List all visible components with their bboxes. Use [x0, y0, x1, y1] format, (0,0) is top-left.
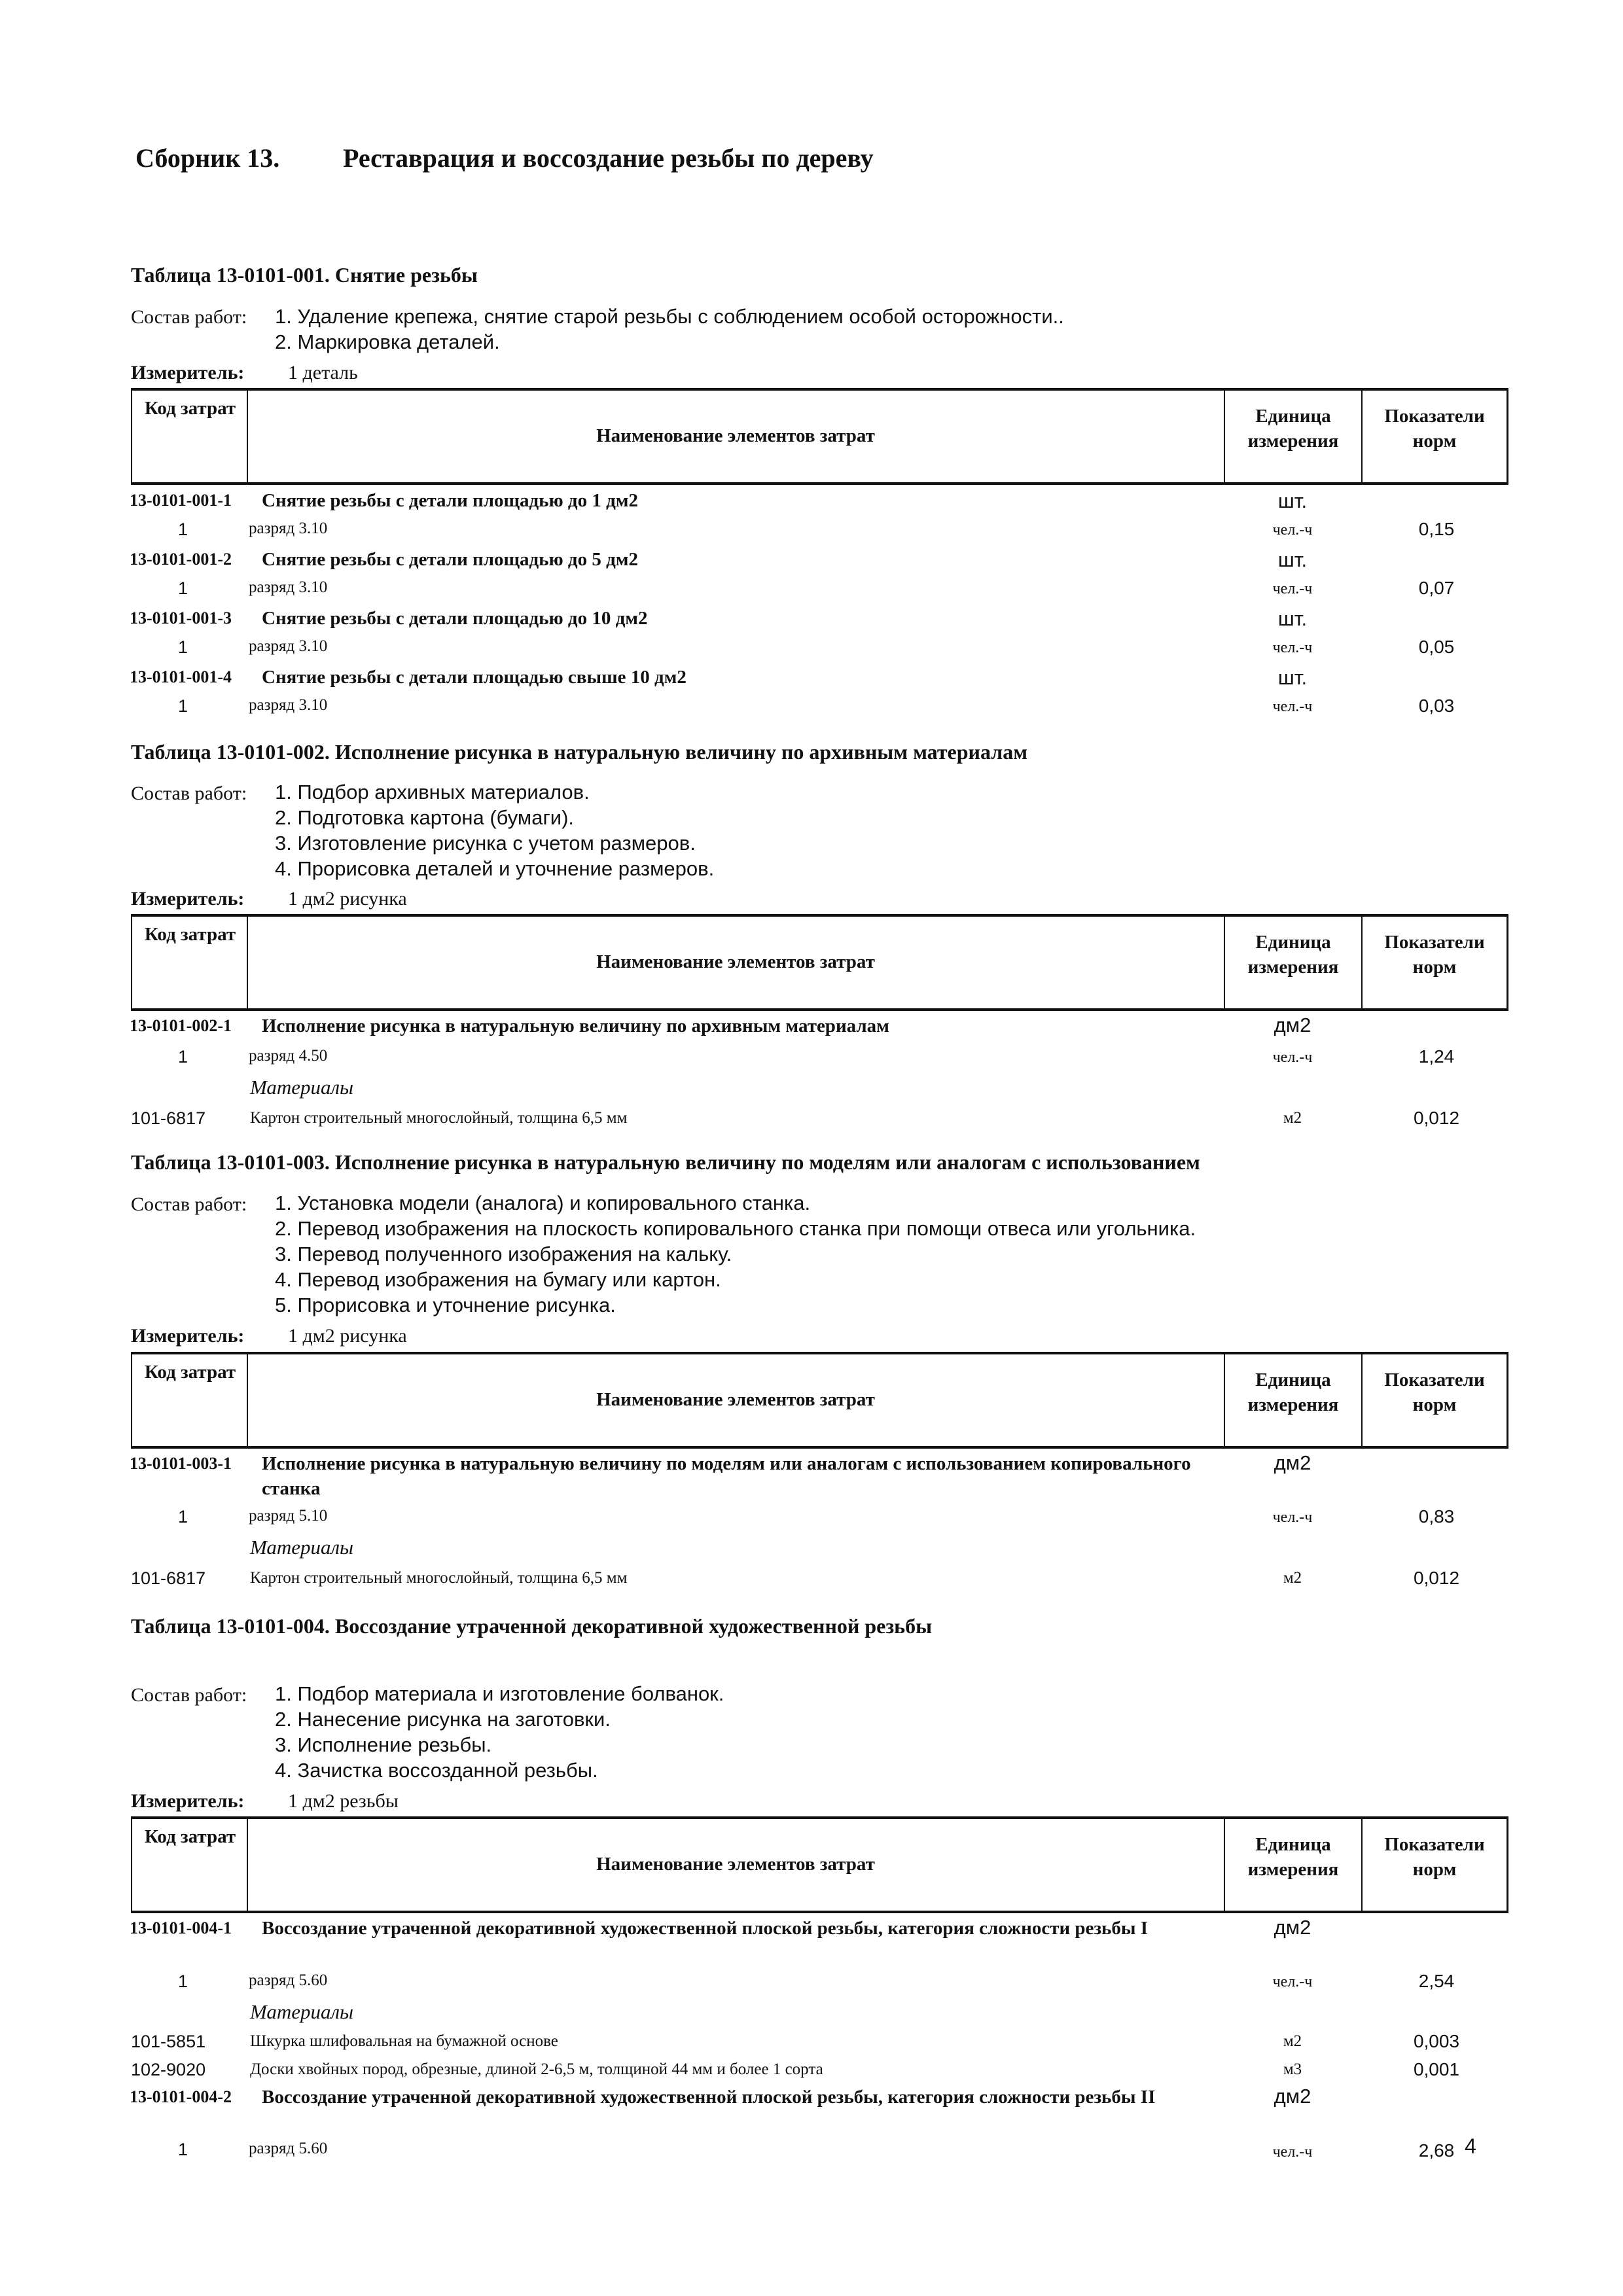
item-unit: шт.	[1277, 607, 1308, 630]
col-code-header: Код затрат	[144, 1826, 236, 1847]
item-code: 13-0101-001-2	[130, 550, 232, 569]
col-code-header: Код затрат	[144, 924, 236, 945]
col-norm-header: Показатели норм	[1384, 1369, 1485, 1415]
col-name-header: Наименование элементов затрат	[596, 1389, 875, 1410]
collection-title: Реставрация и воссоздание резьбы по дереву	[343, 143, 874, 173]
material-code: 101-6817	[131, 1108, 206, 1128]
work-item: 1. Установка модели (аналога) и копировального станка.	[275, 1192, 811, 1214]
labor-rank: разряд 3.10	[249, 696, 328, 714]
labor-unit: чел.-ч	[1272, 1049, 1313, 1066]
table-title: Таблица 13-0101-001. Снятие резьбы	[131, 263, 478, 287]
norm-value: 0,05	[1418, 637, 1455, 657]
work-item: 1. Подбор архивных материалов.	[275, 781, 590, 804]
material-name: Картон строительный многослойный, толщина 6,5 мм	[250, 1109, 628, 1127]
measure-label: Измеритель:	[131, 888, 245, 910]
work-item: 1. Подбор материала и изготовление болванок.	[275, 1682, 724, 1705]
resource-number: 1	[178, 696, 188, 716]
measure-label: Измеритель:	[131, 1790, 245, 1812]
col-norm-header: Показатели норм	[1384, 406, 1485, 451]
material-unit: м3	[1283, 2060, 1302, 2078]
work-item: 1. Удаление крепежа, снятие старой резьбы с соблюдением особой осторожности..	[275, 305, 1064, 328]
measure-value: 1 дм2 рисунка	[288, 888, 407, 910]
item-code: 13-0101-002-1	[130, 1016, 232, 1035]
col-name-header: Наименование элементов затрат	[596, 951, 875, 972]
table-title: Таблица 13-0101-004. Воссоздание утраченной декоративной художественной резьбы	[131, 1614, 933, 1638]
composition-label: Состав работ:	[131, 306, 247, 328]
resource-number: 1	[178, 1507, 188, 1527]
item-title: Снятие резьбы с детали площадью до 1 дм2	[262, 490, 639, 511]
labor-unit: чел.-ч	[1272, 1509, 1313, 1526]
item-unit: шт.	[1277, 666, 1308, 689]
item-title: Снятие резьбы с детали площадью до 5 дм2	[262, 549, 639, 570]
work-item: 2. Подготовка картона (бумаги).	[275, 806, 575, 829]
material-code: 102-9020	[131, 2060, 206, 2079]
materials-heading: Материалы	[250, 2000, 354, 2023]
labor-unit: чел.-ч	[1272, 580, 1313, 597]
resource-number: 1	[178, 2140, 188, 2159]
norm-value: 0,012	[1413, 1568, 1460, 1588]
col-code-header: Код затрат	[144, 1362, 236, 1383]
col-norm-header: Показатели норм	[1384, 932, 1485, 978]
measure-label: Измеритель:	[131, 1325, 245, 1347]
norm-value: 0,001	[1413, 2059, 1460, 2079]
composition-label: Состав работ:	[131, 1193, 247, 1215]
work-item: 2. Маркировка деталей.	[275, 330, 500, 353]
col-unit-header: Единица измерения	[1247, 1369, 1339, 1415]
item-title: Воссоздание утраченной декоративной художественной плоской резьбы, категория сложности резьбы II	[262, 2087, 1156, 2108]
table-title: Таблица 13-0101-003. Исполнение рисунка в натуральную величину по моделям или аналогам с использованием	[131, 1150, 1200, 1174]
labor-unit: чел.-ч	[1272, 1973, 1313, 1990]
material-code: 101-6817	[131, 1568, 206, 1588]
item-code: 13-0101-003-1	[130, 1454, 232, 1473]
col-name-header: Наименование элементов затрат	[596, 425, 875, 446]
work-item: 3. Изготовление рисунка с учетом размеров.	[275, 832, 696, 855]
resource-number: 1	[178, 1971, 188, 1991]
table-header	[131, 388, 1508, 485]
materials-heading: Материалы	[250, 1076, 354, 1099]
norm-value: 0,003	[1413, 2031, 1460, 2051]
composition-label: Состав работ:	[131, 783, 247, 804]
labor-rank: разряд 5.10	[249, 1507, 328, 1525]
item-title: Исполнение рисунка в натуральную величину по моделям или аналогам с использованием копировального станка	[262, 1453, 1191, 1499]
work-item: 5. Прорисовка и уточнение рисунка.	[275, 1294, 616, 1316]
col-name-header: Наименование элементов затрат	[596, 1854, 875, 1875]
labor-unit: чел.-ч	[1272, 2144, 1313, 2161]
material-unit: м2	[1283, 2032, 1302, 2050]
composition-label: Состав работ:	[131, 1684, 247, 1706]
table-header	[131, 914, 1508, 1011]
norm-value: 0,03	[1418, 696, 1455, 716]
resource-number: 1	[178, 520, 188, 539]
resource-number: 1	[178, 578, 188, 598]
work-item: 4. Зачистка воссозданной резьбы.	[275, 1759, 598, 1782]
norm-value: 0,83	[1418, 1506, 1455, 1527]
item-title: Исполнение рисунка в натуральную величину по архивным материалам	[262, 1016, 889, 1036]
norm-value: 0,012	[1413, 1108, 1460, 1128]
table-header	[131, 1352, 1508, 1449]
col-unit-header: Единица измерения	[1247, 406, 1339, 451]
work-item: 3. Исполнение резьбы.	[275, 1733, 492, 1756]
norm-value: 1,24	[1418, 1046, 1455, 1067]
labor-rank: разряд 3.10	[249, 520, 328, 537]
work-item: 2. Перевод изображения на плоскость копировального станка при помощи отвеса или угольника.	[275, 1217, 1196, 1240]
material-unit: м2	[1283, 1109, 1302, 1127]
item-code: 13-0101-004-2	[130, 2087, 232, 2106]
resource-number: 1	[178, 637, 188, 657]
labor-rank: разряд 5.60	[249, 2140, 328, 2157]
item-title: Снятие резьбы с детали площадью до 10 дм2	[262, 608, 648, 629]
item-code: 13-0101-001-4	[130, 667, 232, 686]
material-name: Шкурка шлифовальная на бумажной основе	[250, 2032, 558, 2050]
item-title: Снятие резьбы с детали площадью свыше 10 дм2	[262, 667, 687, 688]
norm-value: 0,07	[1418, 578, 1455, 598]
item-unit: дм2	[1274, 2085, 1311, 2108]
item-unit: дм2	[1274, 1451, 1311, 1474]
material-unit: м2	[1283, 1569, 1302, 1587]
work-item: 3. Перевод полученного изображения на кальку.	[275, 1243, 732, 1265]
materials-heading: Материалы	[250, 1536, 354, 1559]
labor-rank: разряд 3.10	[249, 637, 328, 655]
measure-value: 1 дм2 резьбы	[288, 1790, 399, 1812]
item-title: Воссоздание утраченной декоративной художественной плоской резьбы, категория сложности резьбы I	[262, 1918, 1149, 1939]
col-norm-header: Показатели норм	[1384, 1834, 1485, 1880]
table-header	[131, 1816, 1508, 1913]
item-unit: шт.	[1277, 548, 1308, 571]
col-unit-header: Единица измерения	[1247, 932, 1339, 978]
labor-rank: разряд 3.10	[249, 578, 328, 596]
labor-unit: чел.-ч	[1272, 639, 1313, 656]
item-unit: шт.	[1277, 489, 1308, 512]
page-number: 4	[1465, 2134, 1476, 2158]
labor-rank: разряд 4.50	[249, 1047, 328, 1065]
labor-rank: разряд 5.60	[249, 1971, 328, 1989]
work-item: 4. Прорисовка деталей и уточнение размеров.	[275, 857, 715, 880]
table-title: Таблица 13-0101-002. Исполнение рисунка в натуральную величину по архивным материалам	[131, 740, 1028, 764]
material-name: Доски хвойных пород, обрезные, длиной 2-6,5 м, толщиной 44 мм и более 1 сорта	[250, 2060, 823, 2078]
work-item: 2. Нанесение рисунка на заготовки.	[275, 1708, 611, 1731]
col-unit-header: Единица измерения	[1247, 1834, 1339, 1880]
item-code: 13-0101-001-1	[130, 491, 232, 510]
measure-value: 1 деталь	[288, 362, 358, 383]
norm-value: 0,15	[1418, 519, 1455, 539]
measure-label: Измеритель:	[131, 362, 245, 383]
norm-value: 2,54	[1418, 1971, 1455, 1991]
measure-value: 1 дм2 рисунка	[288, 1325, 407, 1347]
material-name: Картон строительный многослойный, толщина 6,5 мм	[250, 1569, 628, 1587]
item-code: 13-0101-004-1	[130, 1918, 232, 1937]
material-code: 101-5851	[131, 2032, 206, 2051]
work-item: 4. Перевод изображения на бумагу или картон.	[275, 1268, 721, 1291]
item-unit: дм2	[1274, 1014, 1311, 1036]
norm-value: 2,68	[1418, 2140, 1455, 2161]
item-code: 13-0101-001-3	[130, 609, 232, 627]
col-code-header: Код затрат	[144, 398, 236, 419]
labor-unit: чел.-ч	[1272, 698, 1313, 715]
resource-number: 1	[178, 1047, 188, 1067]
labor-unit: чел.-ч	[1272, 521, 1313, 539]
item-unit: дм2	[1274, 1916, 1311, 1939]
collection-number: Сборник 13.	[135, 143, 280, 173]
